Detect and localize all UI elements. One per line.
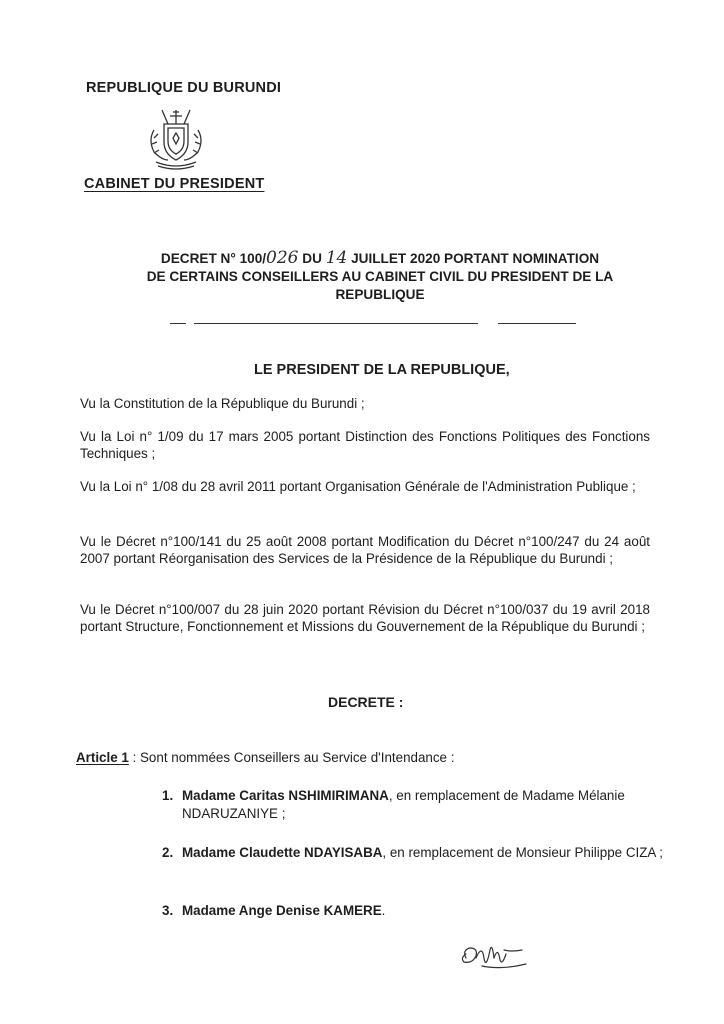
- list-item: [162, 844, 694, 862]
- appointee-detail: , en remplacement de Madame Mélanie NDARUZANIYE ;: [182, 788, 625, 821]
- decree-title-line-3: REPUBLIQUE: [335, 287, 425, 302]
- list-item-number: 3.: [162, 903, 174, 918]
- article-1-text: : Sont nommées Conseillers au Service d'Intendance :: [128, 750, 455, 765]
- consideration-paragraph: Vu la Loi n° 1/09 du 17 mars 2005 portant Distinction des Fonctions Politiques des Fonctions Techniques ;: [80, 429, 650, 461]
- list-item-number: 1.: [162, 788, 174, 803]
- consideration-paragraph: Vu la Constitution de la République du Burundi ;: [80, 396, 365, 411]
- appointee-name: Madame Claudette NDAYISABA: [182, 845, 383, 860]
- burundi-coat-of-arms-icon: [140, 106, 212, 172]
- handwritten-decree-number: 026: [266, 248, 299, 268]
- consideration-paragraph: Vu le Décret n°100/007 du 28 juin 2020 portant Révision du Décret n°100/037 du 19 avril 2018 portant Structure, Fonctionnement et Missions du Gouvernement de la République du Burundi ;: [80, 602, 650, 634]
- article-1-intro: [76, 750, 454, 765]
- president-heading: LE PRESIDENT DE LA REPUBLIQUE,: [254, 362, 510, 378]
- appointee-detail: .: [381, 903, 386, 918]
- cabinet-heading: CABINET DU PRESIDENT: [84, 176, 265, 192]
- decree-title: [80, 249, 680, 304]
- consideration-paragraph: Vu le Décret n°100/141 du 25 août 2008 portant Modification du Décret n°100/247 du 24 août 2007 portant Réorganisation des Services de la Présidence de la République du Burundi ;: [80, 534, 650, 566]
- title-divider: [498, 323, 576, 324]
- appointee-detail: , en remplacement de Monsieur Philippe CIZA ;: [382, 845, 664, 860]
- article-1-label: Article 1: [76, 750, 129, 765]
- title-divider: [194, 323, 478, 324]
- list-item: [162, 787, 694, 823]
- handwritten-day: 14: [325, 248, 348, 268]
- consideration-paragraph: Vu la Loi n° 1/08 du 28 avril 2011 portant Organisation Générale de l'Administration Publique ;: [80, 479, 636, 494]
- list-item-number: 2.: [162, 845, 174, 860]
- list-item: [162, 902, 694, 920]
- appointee-name: Madame Ange Denise KAMERE: [182, 903, 382, 918]
- decree-title-line-1: DECRET N° 100/026 DU 14 JUILLET 2020 PORTANT NOMINATION: [160, 248, 600, 268]
- title-divider: [170, 323, 186, 324]
- appointee-name: Madame Caritas NSHIMIRIMANA: [182, 788, 389, 803]
- handwritten-initials-icon: [452, 936, 542, 976]
- decree-title-line-2: DE CERTAINS CONSEILLERS AU CABINET CIVIL DU PRESIDENT DE LA: [146, 269, 614, 284]
- country-heading: REPUBLIQUE DU BURUNDI: [86, 80, 282, 96]
- decrete-heading: DECRETE :: [328, 694, 404, 710]
